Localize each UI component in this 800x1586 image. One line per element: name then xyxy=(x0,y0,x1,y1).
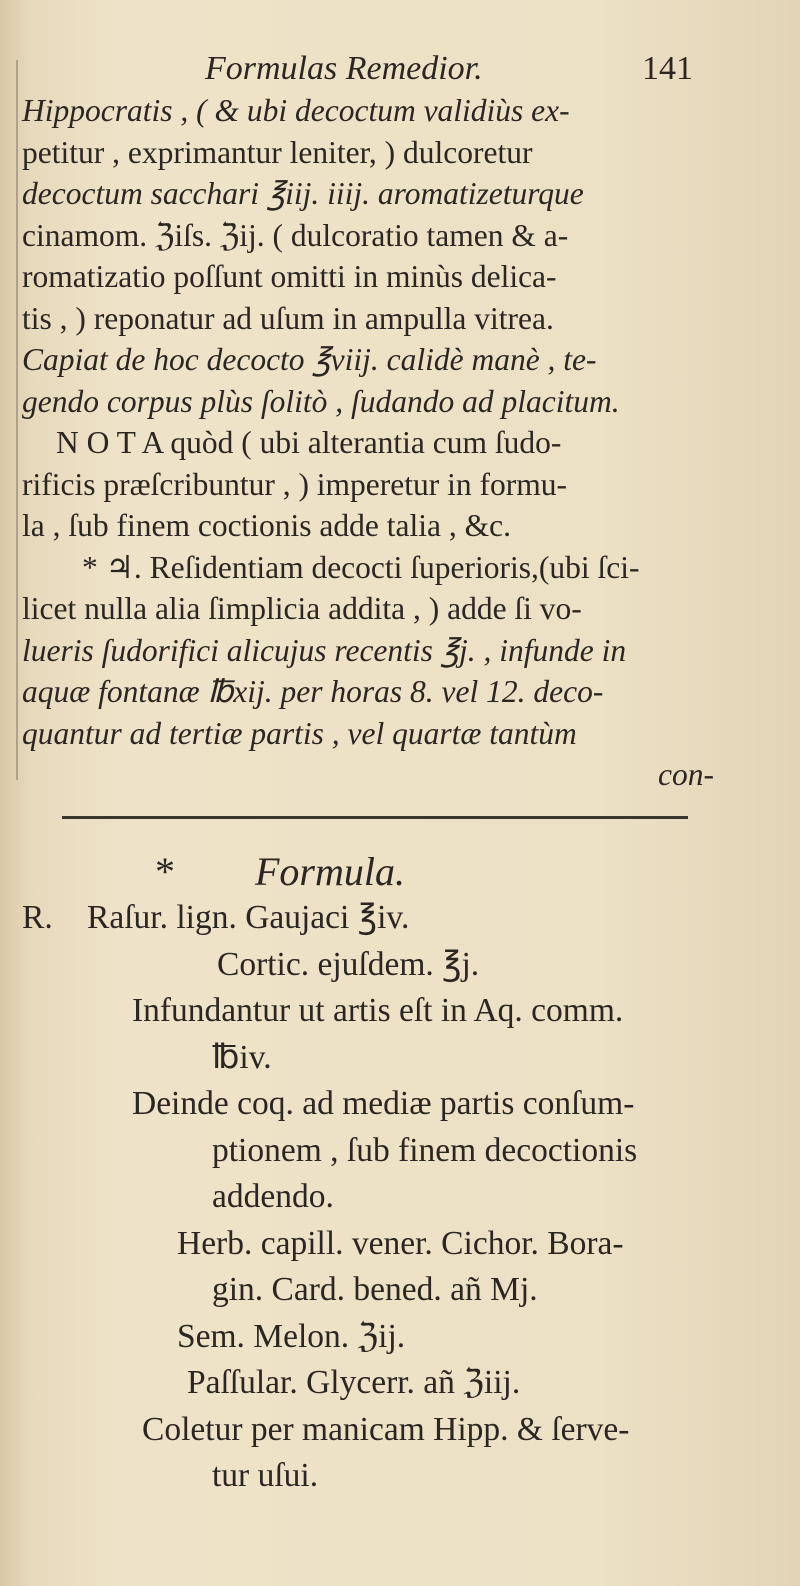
footnote-marker: * xyxy=(155,849,175,894)
body-line: * ♃. Reſidentiam decocti ſuperioris,(ubi ſci- xyxy=(82,549,640,585)
body-line: quantur ad tertiæ partis , vel quartæ tantùm xyxy=(22,715,577,751)
formula-line: Cortic. ejuſdem. ℥j. xyxy=(217,945,480,983)
formula-heading xyxy=(155,848,405,895)
page-number: 141 xyxy=(642,50,693,87)
formula-line: Sem. Melon. ℨij. xyxy=(177,1317,406,1355)
running-title: Formulas Remedior. xyxy=(205,50,483,87)
formula-line: ℔iv. xyxy=(212,1038,272,1076)
body-line: decoctum sacchari ℥iij. iiij. aromatizeturque xyxy=(22,176,584,211)
body-line: licet nulla alia ſimplicia addita , ) adde ſi vo- xyxy=(22,591,582,626)
formula-line: Infundantur ut artis eſt in Aq. comm. xyxy=(132,992,624,1029)
recipe-mark: R. xyxy=(22,899,53,936)
binding-edge xyxy=(16,60,18,780)
formula-line: Coletur per manicam Hipp. & ſerve- xyxy=(142,1410,630,1448)
formula-line: Deinde coq. ad mediæ partis conſum- xyxy=(132,1085,635,1122)
body-line: aquæ fontanæ ℔xij. per horas 8. vel 12. deco- xyxy=(22,674,604,709)
body-line: gendo corpus plùs ſolitò , ſudando ad placitum. xyxy=(22,383,620,419)
body-line: petitur , exprimantur leniter, ) dulcoretur xyxy=(22,134,533,170)
formula-line: addendo. xyxy=(212,1178,334,1215)
body-line: tis , ) reponatur ad uſum in ampulla vitrea. xyxy=(22,300,554,336)
body-line: romatizatio poſſunt omitti in minùs delica- xyxy=(22,259,557,294)
body-line: Capiat de hoc decocto ℥viij. calidè manè , te- xyxy=(22,342,597,377)
body-line: Hippocratis , ( & ubi decoctum validiùs ex- xyxy=(22,93,570,128)
body-line: rificis præſcribuntur , ) imperetur in formu- xyxy=(22,466,567,502)
body-text xyxy=(22,90,722,796)
formula-line: Herb. capill. vener. Cichor. Bora- xyxy=(177,1224,624,1262)
formula-line: ptionem , ſub finem decoctionis xyxy=(212,1131,638,1169)
catchword: con- xyxy=(658,757,714,792)
formula-line: tur uſui. xyxy=(212,1457,319,1494)
body-line: cinamom. ℨiſs. ℨij. ( dulcoratio tamen & a- xyxy=(22,217,569,253)
formula-line: gin. Card. bened. añ Mj. xyxy=(212,1271,538,1308)
formula-line: Paſſular. Glycerr. añ ℨiij. xyxy=(187,1364,521,1401)
formula-line: Raſur. lign. Gaujaci ℥iv. xyxy=(87,899,410,936)
body-line: lueris ſudorifici alicujus recentis ℥j. , infunde in xyxy=(22,632,627,668)
body-line: N O T A quòd ( ubi alterantia cum ſudo- xyxy=(56,425,562,460)
section-divider xyxy=(62,816,688,819)
formula-title: Formula. xyxy=(255,849,405,894)
body-line: la , ſub finem coctionis adde talia , &c. xyxy=(22,508,511,543)
formula-block xyxy=(0,895,800,1500)
